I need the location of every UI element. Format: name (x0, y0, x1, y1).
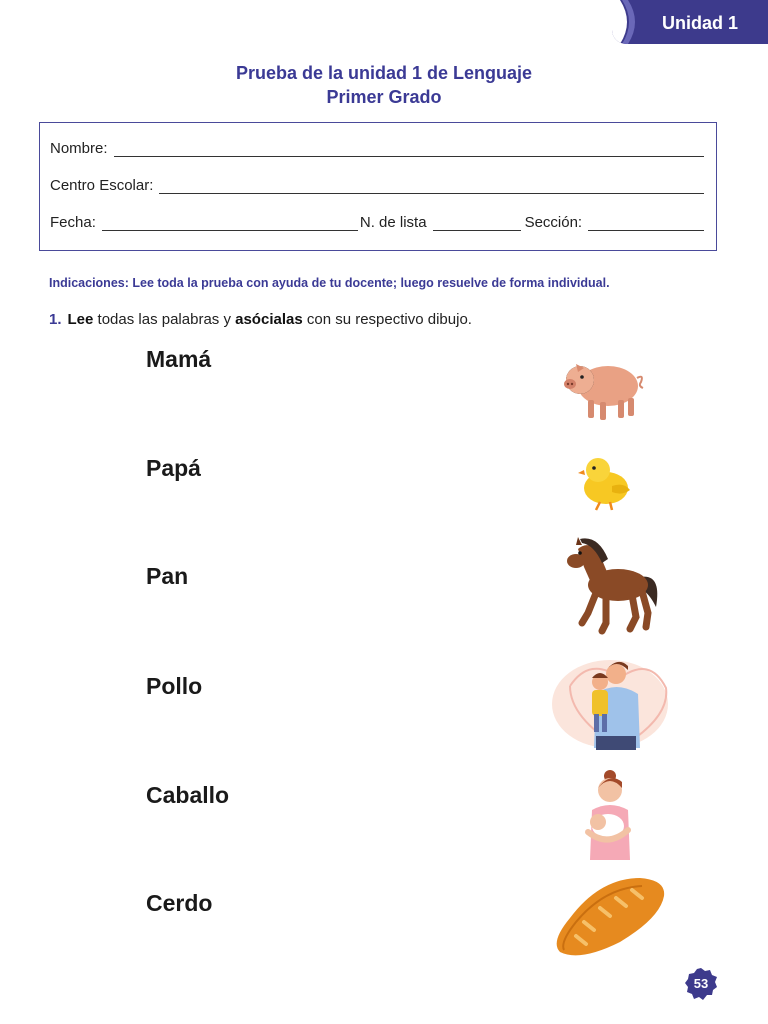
horse-icon[interactable] (562, 533, 662, 637)
date-row (50, 209, 704, 231)
name-label: Nombre: (50, 140, 108, 157)
school-field[interactable] (159, 179, 704, 194)
bread-icon[interactable] (554, 872, 670, 964)
word-caballo: Caballo (146, 782, 230, 808)
name-row (50, 135, 704, 157)
word-papa: Papá (146, 455, 201, 481)
date-label: Fecha: (50, 214, 96, 231)
list-label: N. de lista (359, 214, 427, 231)
section-field[interactable] (588, 216, 704, 231)
school-label: Centro Escolar: (50, 177, 154, 194)
word-pan: Pan (146, 563, 189, 589)
page-number (684, 967, 718, 1001)
question-1 (49, 311, 472, 328)
chick-icon[interactable] (576, 452, 634, 512)
question-number: 1. (49, 311, 62, 328)
date-field[interactable] (102, 216, 358, 231)
question-verb-2: asócialas (235, 311, 303, 328)
instructions: Indicaciones: Lee toda la prueba con ayuda de tu docente; luego resuelve de forma individual. (49, 276, 610, 290)
name-field[interactable] (114, 142, 704, 157)
mother-with-baby-icon[interactable] (582, 770, 638, 864)
student-info-box (39, 122, 717, 251)
word-cerdo: Cerdo (146, 890, 213, 916)
page-title: Prueba de la unidad 1 de Lenguaje (235, 63, 533, 83)
chevron-right-icon (612, 0, 646, 44)
school-row (50, 172, 704, 194)
list-number-field[interactable] (433, 216, 521, 231)
word-mama: Mamá (146, 346, 212, 372)
question-verb-1: Lee (67, 311, 94, 328)
question-text-1: todas las palabras y (93, 311, 236, 328)
page-subtitle: Primer Grado (326, 87, 442, 107)
unit-tab (612, 0, 768, 44)
word-pollo: Pollo (146, 673, 203, 699)
section-label: Sección: (524, 214, 583, 231)
unit-label: Unidad 1 (662, 13, 739, 33)
question-text-2: con su respectivo dibujo. (302, 311, 472, 328)
father-with-child-icon[interactable] (550, 656, 670, 756)
pig-icon[interactable] (562, 350, 646, 426)
page-number-text: 53 (693, 976, 709, 991)
